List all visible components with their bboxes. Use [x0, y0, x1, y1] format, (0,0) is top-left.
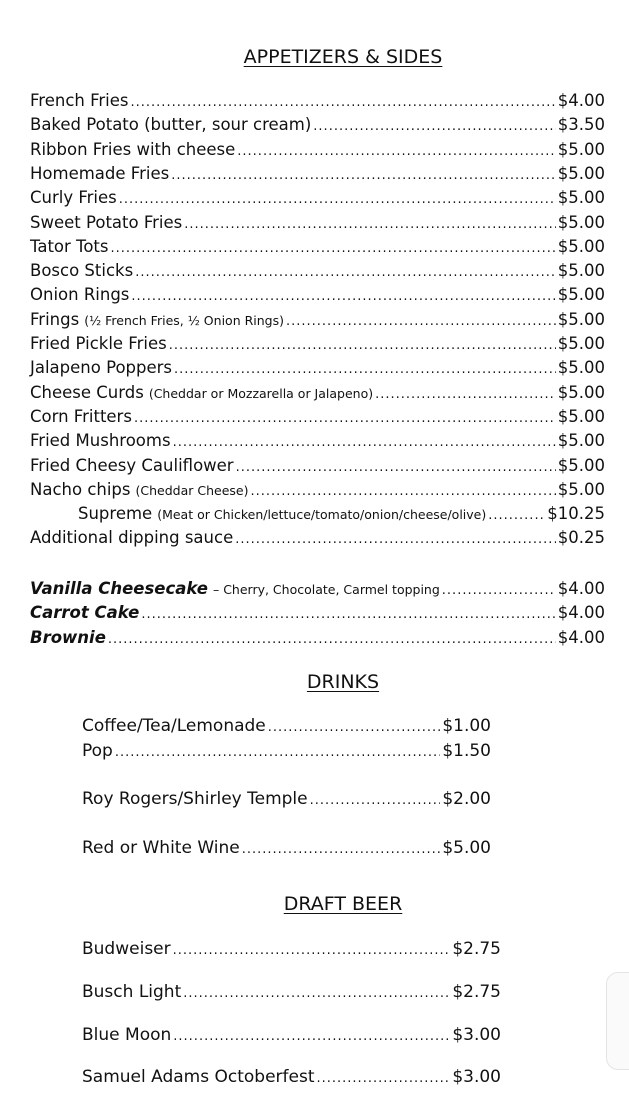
dot-leader: [173, 941, 451, 961]
dot-leader: [135, 263, 556, 283]
item-price: $5.00: [557, 455, 605, 475]
beer-row: [82, 1065, 501, 1089]
item-name: Jalapeno Poppers: [30, 358, 173, 378]
draft-beer-title: DRAFT BEER: [283, 893, 403, 915]
item-name: Bosco Sticks: [30, 261, 134, 281]
dot-leader: [251, 482, 556, 502]
dot-leader: [134, 409, 556, 429]
dot-leader: [286, 312, 556, 332]
drinks-title: DRINKS: [306, 671, 380, 693]
item-price: $5.00: [557, 261, 605, 281]
dot-leader: [131, 93, 556, 113]
dot-leader: [268, 718, 441, 738]
item-name: French Fries: [30, 91, 129, 110]
appetizer-row: [30, 429, 605, 453]
dot-leader: [131, 287, 555, 307]
item-price: $0.25: [557, 528, 605, 548]
item-price: $5.00: [557, 163, 605, 183]
appetizer-row: [30, 186, 605, 210]
appetizer-row: [30, 113, 605, 137]
dot-leader: [111, 239, 556, 259]
dot-leader: [313, 117, 555, 137]
drink-row: [82, 787, 491, 811]
dot-leader: [184, 215, 556, 235]
item-price: $1.50: [442, 741, 491, 761]
item-name: Vanilla Cheesecake: [30, 579, 208, 598]
appetizer-row: [30, 211, 605, 235]
item-name: Busch Light: [82, 982, 182, 1002]
dot-leader: [173, 433, 556, 453]
appetizers-title: APPETIZERS & SIDES: [243, 46, 443, 68]
appetizer-row: [30, 235, 605, 259]
dot-leader: [171, 166, 556, 186]
appetizer-row: [30, 259, 605, 283]
item-price: $5.00: [557, 188, 605, 208]
item-name: Brownie: [30, 627, 106, 647]
item-note: (½ French Fries, ½ Onion Rings): [84, 312, 284, 328]
item-name: Pop: [82, 741, 113, 761]
item-price: $5.00: [557, 285, 605, 305]
item-name: Samuel Adams Octoberfest: [82, 1067, 315, 1087]
dot-leader: [174, 360, 556, 380]
item-name: Curly Fries: [30, 188, 117, 208]
appetizer-row: [30, 381, 605, 405]
item-name: Tator Tots: [30, 236, 109, 256]
dessert-row: [30, 626, 605, 650]
appetizer-row: [78, 502, 605, 526]
item-price: $5.00: [442, 838, 491, 858]
item-note: (Cheddar or Mozzarella or Jalapeno): [148, 385, 374, 401]
item-name: Roy Rogers/Shirley Temple: [82, 789, 308, 809]
dot-leader: [169, 336, 556, 356]
item-name: Frings: [30, 309, 80, 329]
item-price: $4.00: [557, 91, 605, 110]
dot-leader: [108, 630, 556, 650]
dot-leader: [173, 1027, 450, 1047]
dot-leader: [236, 458, 556, 478]
item-price: $5.00: [557, 358, 605, 378]
side-panel-handle[interactable]: [606, 972, 629, 1070]
item-name: Budweiser: [82, 939, 171, 959]
item-name: Ribbon Fries with cheese: [30, 139, 236, 159]
dot-leader: [310, 791, 441, 811]
dot-leader: [115, 743, 440, 763]
beer-row: [82, 937, 501, 961]
drink-row: [82, 836, 491, 860]
item-name: Homemade Fries: [30, 163, 170, 183]
dot-leader: [235, 530, 556, 550]
dot-leader: [242, 840, 441, 860]
beer-row: [82, 1023, 501, 1047]
item-note: – Cherry, Chocolate, Carmel topping: [212, 582, 440, 597]
item-price: $5.00: [557, 236, 605, 256]
item-price: $4.00: [557, 579, 605, 598]
appetizer-row: [30, 405, 605, 429]
dot-leader: [488, 506, 545, 526]
item-name: Onion Rings: [30, 285, 130, 305]
item-note: (Meat or Chicken/lettuce/tomato/onion/cheese/olive): [157, 507, 487, 523]
item-price: $5.00: [557, 406, 605, 426]
appetizer-row: [30, 478, 605, 502]
beer-row: [82, 980, 501, 1004]
appetizer-row: [30, 89, 605, 113]
item-price: $3.50: [557, 115, 605, 135]
item-price: $1.00: [442, 716, 491, 736]
item-name: Blue Moon: [82, 1025, 172, 1045]
item-price: $3.00: [452, 1025, 501, 1045]
appetizer-row: [30, 332, 605, 356]
item-name: Fried Cheesy Cauliflower: [30, 455, 234, 475]
item-name: Baked Potato (butter, sour cream): [30, 115, 312, 135]
item-price: $2.75: [452, 939, 501, 959]
item-price: $3.00: [452, 1067, 501, 1087]
appetizer-row: [30, 138, 605, 162]
dot-leader: [442, 581, 556, 601]
drink-row: [82, 714, 491, 738]
dot-leader: [119, 190, 556, 210]
appetizer-row: [30, 308, 605, 332]
item-price: $10.25: [547, 504, 605, 524]
dot-leader: [141, 605, 555, 625]
item-price: $2.75: [452, 982, 501, 1002]
dot-leader: [317, 1069, 451, 1089]
appetizer-row: [30, 356, 605, 380]
item-price: $2.00: [442, 789, 491, 809]
item-name: Corn Fritters: [30, 406, 132, 426]
appetizer-row: [30, 283, 605, 307]
item-name: Fried Mushrooms: [30, 431, 171, 451]
item-price: $5.00: [557, 334, 605, 353]
item-name: Sweet Potato Fries: [30, 212, 183, 232]
item-name: Nacho chips: [30, 479, 131, 499]
drink-row: [82, 739, 491, 763]
item-name: Supreme: [78, 504, 153, 524]
item-price: $5.00: [557, 431, 605, 451]
dot-leader: [375, 385, 556, 405]
item-name: Carrot Cake: [30, 603, 140, 623]
dot-leader: [237, 142, 555, 162]
item-name: Coffee/Tea/Lemonade: [82, 716, 266, 736]
item-price: $4.00: [557, 627, 605, 647]
dessert-row: [30, 601, 605, 625]
item-price: $5.00: [557, 139, 605, 159]
dot-leader: [183, 984, 450, 1004]
item-price: $5.00: [557, 479, 605, 499]
item-name: Cheese Curds: [30, 382, 144, 402]
item-price: $4.00: [557, 603, 605, 623]
item-note: (Cheddar Cheese): [135, 482, 249, 498]
dessert-row: [30, 577, 605, 601]
appetizer-row: [30, 162, 605, 186]
item-price: $5.00: [557, 382, 605, 402]
item-name: Red or White Wine: [82, 838, 240, 858]
item-price: $5.00: [557, 212, 605, 232]
item-name: Additional dipping sauce: [30, 528, 234, 548]
appetizer-row: [30, 526, 605, 550]
item-price: $5.00: [557, 309, 605, 329]
appetizer-row: [30, 454, 605, 478]
item-name: Fried Pickle Fries: [30, 334, 167, 353]
